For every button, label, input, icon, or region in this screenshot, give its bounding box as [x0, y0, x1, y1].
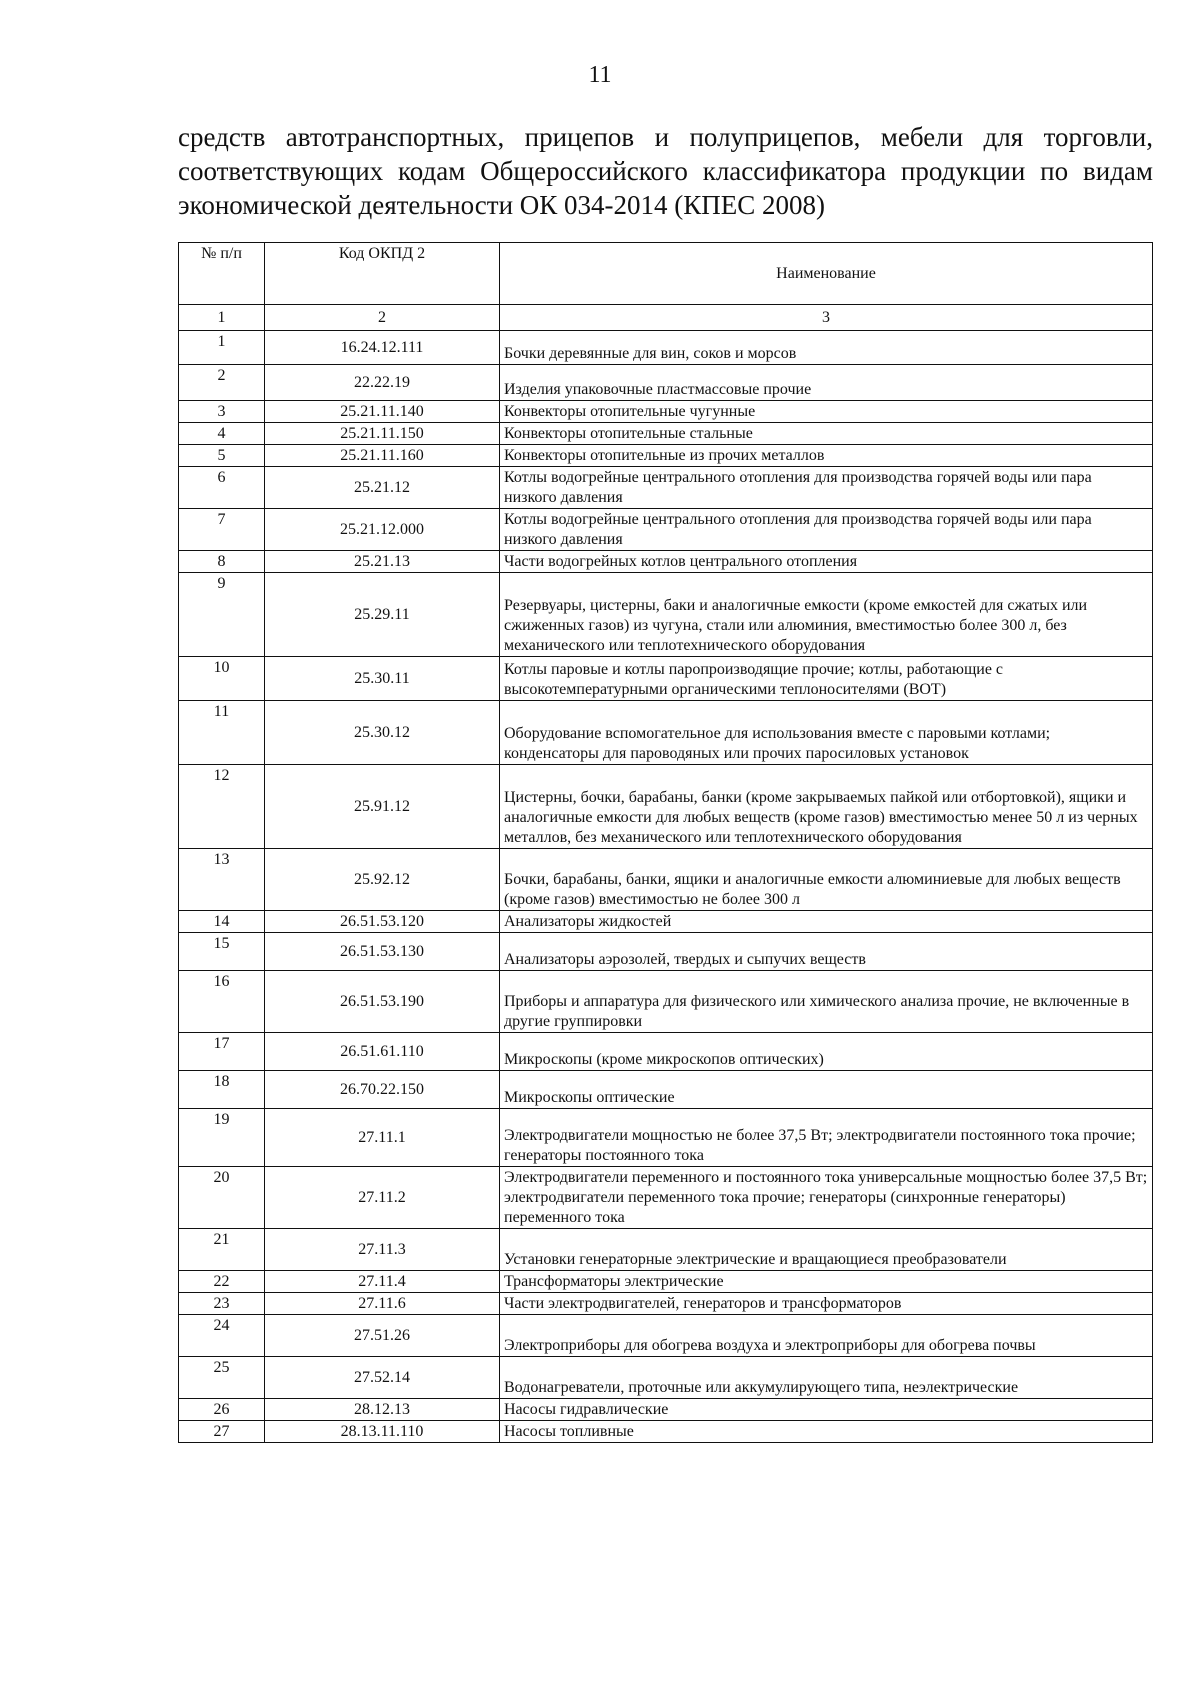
table-row: [179, 551, 1153, 573]
okpd-table: [178, 242, 1153, 1443]
row-number: 5: [179, 445, 265, 467]
okpd-code: 26.51.53.190: [265, 971, 500, 1033]
table-header-row: [179, 243, 1153, 305]
table-row: [179, 1109, 1153, 1167]
item-name: Изделия упаковочные пластмассовые прочие: [500, 365, 1153, 401]
table-row: [179, 331, 1153, 365]
page-number: 11: [588, 62, 612, 88]
okpd-code: 28.13.11.110: [265, 1421, 500, 1443]
item-name: Электродвигатели переменного и постоянного тока универсальные мощностью более 37,5 Вт; электродвигатели переменного тока прочие; генераторы (синхронные генераторы) переменного тока: [500, 1167, 1153, 1229]
row-number: 3: [179, 401, 265, 423]
table-row: [179, 1357, 1153, 1399]
row-number: 12: [179, 765, 265, 849]
item-name: Бочки, барабаны, банки, ящики и аналогичные емкости алюминиевые для любых веществ (кроме газов) вместимостью не более 300 л: [500, 849, 1153, 911]
row-number: 23: [179, 1293, 265, 1315]
item-name: Конвекторы отопительные из прочих металлов: [500, 445, 1153, 467]
okpd-code: 25.21.13: [265, 551, 500, 573]
table-row: [179, 1229, 1153, 1271]
item-name: Электродвигатели мощностью не более 37,5 Вт; электродвигатели постоянного тока прочие; генераторы постоянного тока: [500, 1109, 1153, 1167]
item-name: Части электродвигателей, генераторов и трансформаторов: [500, 1293, 1153, 1315]
item-name: Конвекторы отопительные чугунные: [500, 401, 1153, 423]
table-row: [179, 933, 1153, 971]
okpd-code: 25.30.12: [265, 701, 500, 765]
table-row: [179, 365, 1153, 401]
okpd-code: 27.51.26: [265, 1315, 500, 1357]
row-number: 4: [179, 423, 265, 445]
table-row: [179, 1293, 1153, 1315]
table-row: [179, 701, 1153, 765]
item-name: Электроприборы для обогрева воздуха и электроприборы для обогрева почвы: [500, 1315, 1153, 1357]
item-name: Котлы паровые и котлы паропроизводящие прочие; котлы, работающие с высокотемпературными органическими теплоносителями (ВОТ): [500, 657, 1153, 701]
okpd-code: 26.51.61.110: [265, 1033, 500, 1071]
row-number: 1: [179, 331, 265, 365]
row-number: 10: [179, 657, 265, 701]
intro-paragraph: средств автотранспортных, прицепов и полуприцепов, мебели для торговли, соответствующих кодам Общероссийского классификатора продукции по видам экономической деятельности ОК 034-2014 (КПЕС 2008): [178, 122, 1153, 220]
table-row: [179, 849, 1153, 911]
header-code: Код ОКПД 2: [265, 243, 500, 305]
row-number: 2: [179, 365, 265, 401]
row-number: 16: [179, 971, 265, 1033]
item-name: Части водогрейных котлов центрального отопления: [500, 551, 1153, 573]
row-number: 11: [179, 701, 265, 765]
table-row: [179, 1399, 1153, 1421]
table-row: [179, 509, 1153, 551]
okpd-code: 27.11.2: [265, 1167, 500, 1229]
row-number: 6: [179, 467, 265, 509]
okpd-code: 26.70.22.150: [265, 1071, 500, 1109]
table-row: [179, 1033, 1153, 1071]
table-row: [179, 911, 1153, 933]
table-row: [179, 1167, 1153, 1229]
okpd-code: 25.21.11.140: [265, 401, 500, 423]
okpd-code: 27.52.14: [265, 1357, 500, 1399]
item-name: Микроскопы (кроме микроскопов оптических): [500, 1033, 1153, 1071]
item-name: Бочки деревянные для вин, соков и морсов: [500, 331, 1153, 365]
table-row: [179, 657, 1153, 701]
okpd-code: 25.29.11: [265, 573, 500, 657]
okpd-code: 28.12.13: [265, 1399, 500, 1421]
table-row: [179, 1421, 1153, 1443]
okpd-code: 27.11.4: [265, 1271, 500, 1293]
item-name: Анализаторы аэрозолей, твердых и сыпучих веществ: [500, 933, 1153, 971]
table-row: [179, 445, 1153, 467]
item-name: Насосы гидравлические: [500, 1399, 1153, 1421]
row-number: 14: [179, 911, 265, 933]
row-number: 20: [179, 1167, 265, 1229]
table-body: [179, 331, 1153, 1443]
okpd-code: 26.51.53.130: [265, 933, 500, 971]
row-number: 26: [179, 1399, 265, 1421]
item-name: Резервуары, цистерны, баки и аналогичные емкости (кроме емкостей для сжатых или сжиженных газов) из чугуна, стали или алюминия, вместимостью более 300 л, без механического или теплотехнического оборудования: [500, 573, 1153, 657]
row-number: 21: [179, 1229, 265, 1271]
row-number: 8: [179, 551, 265, 573]
item-name: Установки генераторные электрические и вращающиеся преобразователи: [500, 1229, 1153, 1271]
item-name: Цистерны, бочки, барабаны, банки (кроме закрываемых пайкой или отбортовкой), ящики и аналогичные емкости для любых веществ (кроме газов) вместимостью менее 50 л из черных металлов, без механического или теплотехнического оборудования: [500, 765, 1153, 849]
row-number: 7: [179, 509, 265, 551]
okpd-code: 25.21.12: [265, 467, 500, 509]
okpd-code: 16.24.12.111: [265, 331, 500, 365]
table-row: [179, 1315, 1153, 1357]
item-name: Анализаторы жидкостей: [500, 911, 1153, 933]
row-number: 19: [179, 1109, 265, 1167]
item-name: Насосы топливные: [500, 1421, 1153, 1443]
okpd-code: 25.92.12: [265, 849, 500, 911]
row-number: 15: [179, 933, 265, 971]
item-name: Котлы водогрейные центрального отопления для производства горячей воды или пара низкого давления: [500, 467, 1153, 509]
table-row: [179, 467, 1153, 509]
column-number: 1: [179, 305, 265, 331]
row-number: 22: [179, 1271, 265, 1293]
table-row: [179, 401, 1153, 423]
item-name: Конвекторы отопительные стальные: [500, 423, 1153, 445]
row-number: 24: [179, 1315, 265, 1357]
row-number: 9: [179, 573, 265, 657]
item-name: Оборудование вспомогательное для использования вместе с паровыми котлами; конденсаторы для пароводяных или прочих паросиловых установок: [500, 701, 1153, 765]
okpd-code: 27.11.3: [265, 1229, 500, 1271]
table-row: [179, 423, 1153, 445]
row-number: 18: [179, 1071, 265, 1109]
okpd-code: 25.21.12.000: [265, 509, 500, 551]
column-number: 3: [500, 305, 1153, 331]
okpd-code: 22.22.19: [265, 365, 500, 401]
row-number: 25: [179, 1357, 265, 1399]
table-row: [179, 971, 1153, 1033]
row-number: 13: [179, 849, 265, 911]
okpd-code: 25.30.11: [265, 657, 500, 701]
item-name: Котлы водогрейные центрального отопления для производства горячей воды или пара низкого давления: [500, 509, 1153, 551]
item-name: Трансформаторы электрические: [500, 1271, 1153, 1293]
item-name: Приборы и аппаратура для физического или химического анализа прочие, не включенные в другие группировки: [500, 971, 1153, 1033]
column-number-row: [179, 305, 1153, 331]
okpd-code: 25.21.11.160: [265, 445, 500, 467]
okpd-code: 27.11.1: [265, 1109, 500, 1167]
okpd-code: 25.91.12: [265, 765, 500, 849]
header-name: Наименование: [500, 243, 1153, 305]
header-number: № п/п: [179, 243, 265, 305]
item-name: Водонагреватели, проточные или аккумулирующего типа, неэлектрические: [500, 1357, 1153, 1399]
table-row: [179, 1271, 1153, 1293]
item-name: Микроскопы оптические: [500, 1071, 1153, 1109]
okpd-code: 27.11.6: [265, 1293, 500, 1315]
table-row: [179, 765, 1153, 849]
table-row: [179, 1071, 1153, 1109]
table-row: [179, 573, 1153, 657]
column-number: 2: [265, 305, 500, 331]
okpd-code: 25.21.11.150: [265, 423, 500, 445]
okpd-code: 26.51.53.120: [265, 911, 500, 933]
row-number: 17: [179, 1033, 265, 1071]
row-number: 27: [179, 1421, 265, 1443]
